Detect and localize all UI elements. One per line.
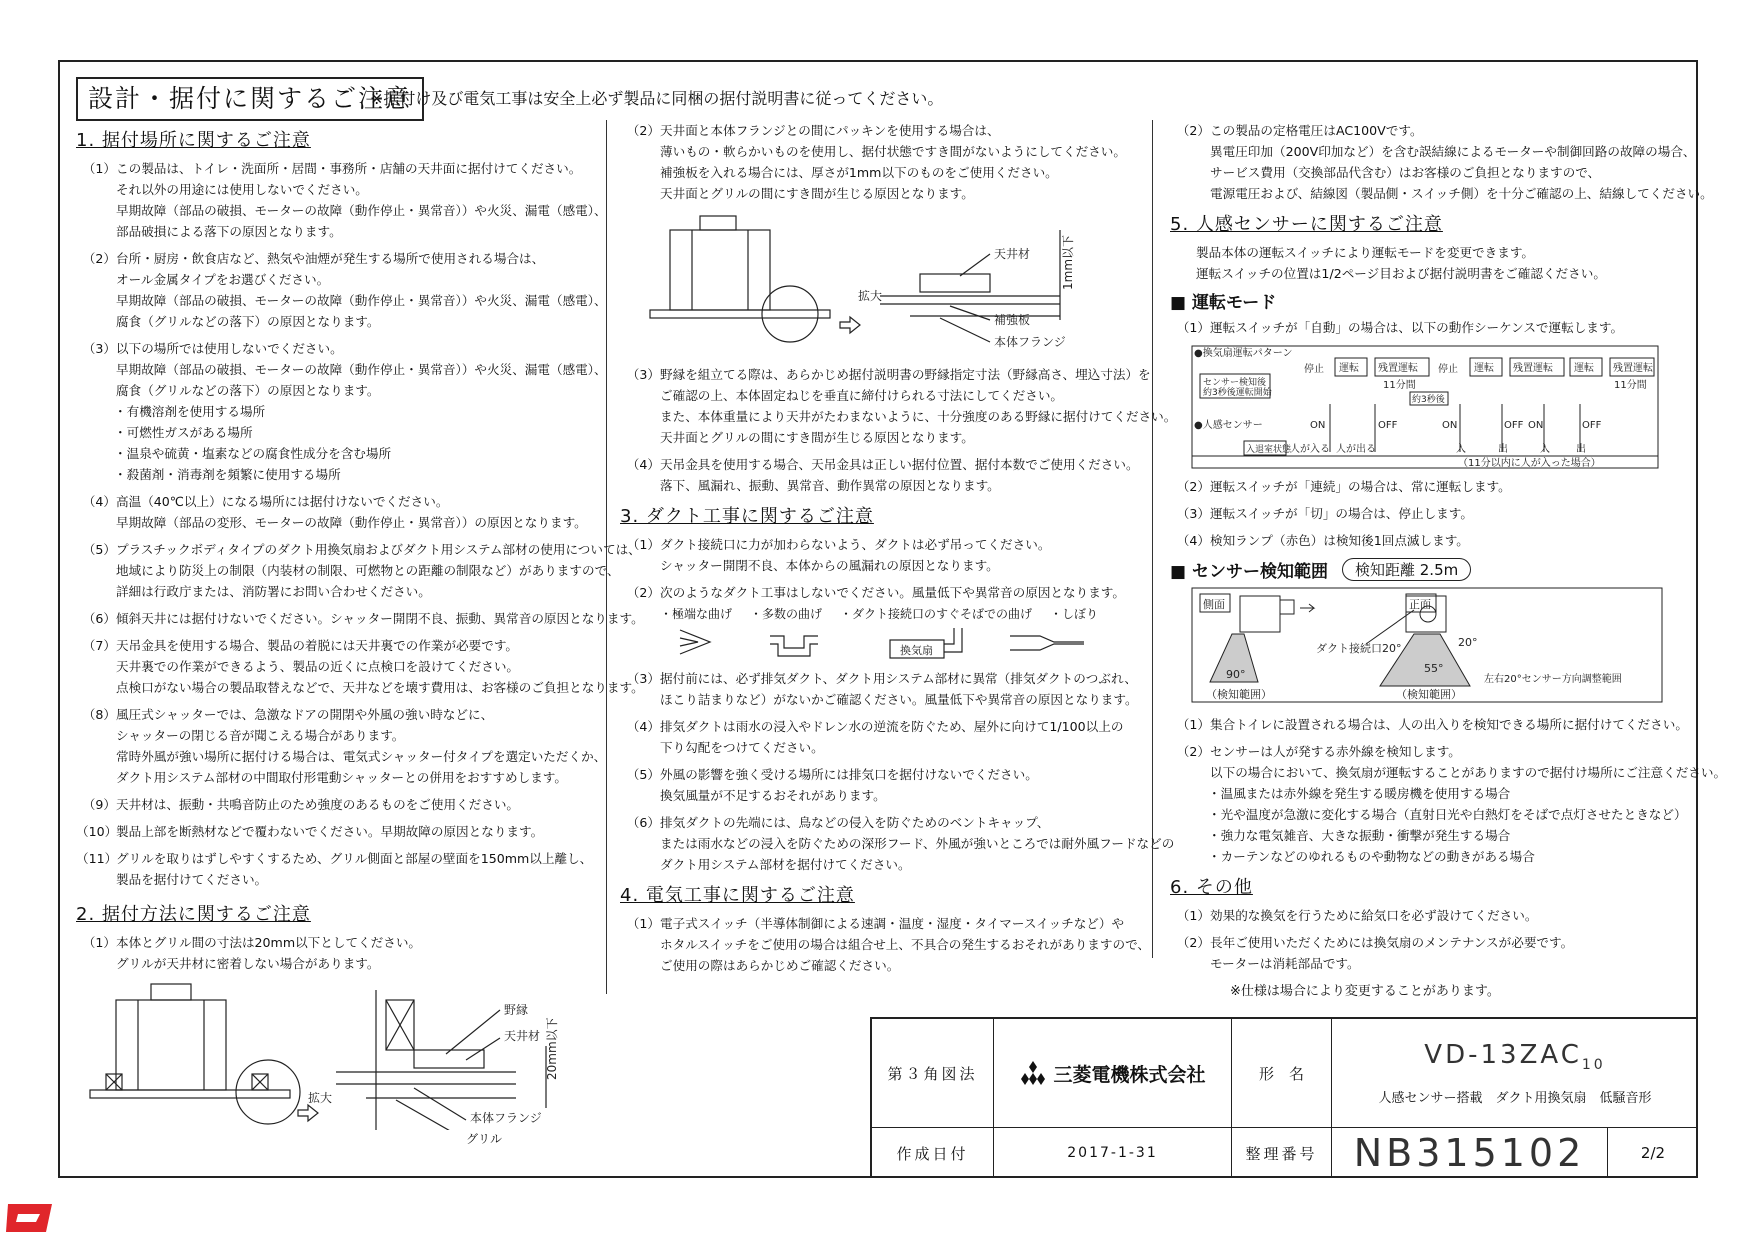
list-item	[620, 812, 1175, 875]
item-text: 運転スイッチが「連続」の場合は、常に運転します。	[1210, 479, 1511, 494]
mounting-figure-1	[76, 980, 596, 1130]
timing-run-3: 運転	[1574, 363, 1594, 374]
item-text: 製品上部を断熱材などで覆わないでください。早期故障の原因となります。	[116, 824, 544, 839]
list-item	[76, 491, 604, 533]
item-text: ご使用の際はあらかじめご確認ください。	[660, 958, 900, 973]
item-text: 傾斜天井には据付けないでください。シャッター開閉不良、振動、異常音の原因となります。	[116, 611, 644, 626]
timing-residual-3: 残置運転	[1613, 363, 1653, 374]
section-5-title: 5. 人感センサーに関するご注意	[1170, 214, 1443, 235]
column-3	[1170, 120, 1727, 999]
duct-label-multi: ・多数の曲げ	[750, 607, 823, 621]
list-item	[1170, 932, 1670, 974]
item-text: 天井面とグリルの間にすき間が生じる原因となります。	[660, 186, 974, 201]
list-item	[76, 338, 607, 485]
range-adjust: 左右20°センサー方向調整範囲	[1484, 674, 1622, 685]
list-item	[1170, 905, 1670, 926]
item-text: また、本体重量により天井がたわまないように、十分強度のある野縁に据付けてください。	[660, 409, 1177, 424]
model-cell	[1332, 1019, 1698, 1127]
item-text: 天井裏での作業ができるよう、製品の近くに点検口を設けてください。	[116, 659, 519, 674]
item-text: 外風の影響を強く受ける場所には排気口を据付けないでください。	[660, 767, 1038, 782]
range-deg20b: 20°	[1458, 636, 1478, 649]
timing-room: 入退室状態	[1246, 445, 1292, 455]
section-1-title: 1. 据付場所に関するご注意	[76, 130, 311, 151]
item-text: 天吊金具を使用する場合、天吊金具は正しい据付位置、据付本数でご使用ください。	[660, 457, 1139, 472]
corner-logo-icon	[4, 1200, 58, 1236]
item-number: （4）	[626, 457, 660, 472]
list-item	[76, 158, 607, 242]
section-4-title: 4. 電気工事に関するご注意	[620, 885, 855, 906]
duct-label-narrow: ・しぼり	[1050, 607, 1099, 621]
mode-title: ■ 運転モード	[1170, 293, 1277, 313]
item-text: 点検口がない場合の製品取替えなどで、天井などを壊す費用は、お客様のご負担となります。	[116, 680, 644, 695]
item-text: 以下の場合において、換気扇が運転することがありますので据付け場所にご注意ください。	[1210, 765, 1727, 780]
range-title: ■ センサー検知範囲	[1170, 562, 1328, 582]
section-3-items-b	[620, 668, 1175, 875]
item-text: この製品は、トイレ・洗面所・居間・事務所・店舗の天井面に据付けてください。	[116, 161, 582, 176]
list-item	[620, 668, 1138, 710]
item-number: （5）	[626, 767, 660, 782]
item-text: 以下の場所では使用しないでください。	[116, 341, 343, 356]
item-text: 早期故障（部品の破損、モーターの故障（動作停止・異常音））や火災、漏電（感電）、	[116, 293, 607, 308]
item-number: （3）	[1176, 506, 1210, 521]
packing-items	[620, 120, 1126, 204]
item-text: 本体とグリル間の寸法は20mm以下としてください。	[116, 935, 422, 950]
item-number: （11）	[76, 851, 118, 866]
timing-out-2: 出	[1576, 444, 1586, 455]
item-text: 換気風量が不足するおそれがあります。	[660, 788, 886, 803]
item-text: グリルを取りはずしやすくするため、グリル側面と部屋の壁面を150mm以上離し、	[116, 851, 593, 866]
item-number: （3）	[626, 671, 660, 686]
timing-startup: センサー検知後	[1203, 378, 1267, 388]
range-items	[1170, 714, 1727, 867]
item-text: 補強板を入れる場合には、厚さが1mm以下のものをご使用ください。	[660, 165, 1058, 180]
drawing-sheet	[58, 60, 1727, 1178]
item-number: （2）	[1176, 935, 1210, 950]
item-text: 腐食（グリルなどの落下）の原因となります。	[116, 314, 380, 329]
date-value: 2017-1-31	[994, 1128, 1232, 1178]
sensor-intro-1: 製品本体の運転スイッチにより運転モードを変更できます。	[1196, 245, 1535, 260]
list-item	[1170, 120, 1713, 204]
list-item	[620, 534, 1108, 576]
item-text: 検知ランプ（赤色）は検知後1回点滅します。	[1210, 533, 1469, 548]
timing-run-2: 運転	[1474, 363, 1494, 374]
grille-label: グリル	[466, 1132, 503, 1146]
range-figure	[1170, 586, 1670, 704]
item-text: ほこり詰まりなど）がないかご確認ください。風量低下や異常音の原因となります。	[660, 692, 1138, 707]
flange-label-2: 本体フランジ	[994, 335, 1066, 349]
section-3-items-a	[620, 534, 1125, 603]
bullet-item: ・ カーテンなどのゆれるものや動物などの動きがある場合	[1170, 846, 1670, 867]
three-diamonds-logo-icon	[1019, 1061, 1047, 1085]
timing-on-3: ON	[1528, 420, 1544, 431]
list-item	[76, 848, 604, 890]
item-number: （1）	[1176, 908, 1210, 923]
timing-off-3: OFF	[1582, 420, 1602, 431]
timing-diagram	[1170, 344, 1670, 472]
item-text: 早期故障（部品の破損、モーターの故障（動作停止・異常音））や火災、漏電（感電）、	[116, 362, 607, 377]
company-name: 三菱電機株式会社	[1053, 1063, 1206, 1086]
timing-in-2: 入	[1540, 444, 1550, 455]
item-text: 高温（40℃以上）になる場所には据付けないでください。	[116, 494, 449, 509]
item-text: 運転スイッチが「自動」の場合は、以下の動作シーケンスで運転します。	[1210, 320, 1624, 335]
range-side: 側面	[1203, 598, 1225, 611]
timing-residual-1: 残置運転	[1378, 363, 1418, 374]
list-item	[620, 120, 1126, 204]
timing-note: （11分以内に人が入った場合）	[1458, 458, 1601, 469]
item-text: サービス費用（交換部品代含む）はお客様のご負担となりますので、	[1210, 165, 1601, 180]
bullet-item: ・ 可燃性ガスがある場所	[76, 422, 604, 443]
item-text: 早期故障（部品の破損、モーターの故障（動作停止・異常音））や火災、漏電（感電）、	[116, 203, 607, 218]
bullet-item: ・ 温泉や硫黄・塩素などの腐食性成分を含む場所	[76, 443, 604, 464]
range-title-row	[1170, 557, 1670, 582]
item-text: 天井面とグリルの間にすき間が生じる原因となります。	[660, 430, 974, 445]
item-text: 薄いもの・軟らかいものを使用し、据付状態ですき間がないようにしてください。	[660, 144, 1126, 159]
bullet-item: ・ 光や温度が急激に変化する場合（直射日光や白熱灯をそばで点灯させたときなど）	[1170, 804, 1670, 825]
section-2-title: 2. 据付方法に関するご注意	[76, 904, 311, 925]
item-number: （5）	[82, 542, 116, 557]
item-text: 天井面と本体フランジとの間にパッキンを使用する場合は、	[660, 123, 1000, 138]
item-text: プラスチックボディタイプのダクト用換気扇およびダクト用システム部材の使用については、	[116, 542, 641, 557]
sensor-intro-2: 運転スイッチの位置は1/2ページ目および据付説明書をご確認ください。	[1196, 266, 1606, 281]
item-text: 据付前には、必ず排気ダクト、ダクト用システム部材に異常（排気ダクトのつぶれ、	[660, 671, 1137, 686]
title-block	[870, 1017, 1698, 1178]
section-4-items-b	[1170, 120, 1713, 204]
list-item	[1170, 530, 1670, 551]
mode-items-a	[1170, 317, 1670, 338]
item-text: 落下、風漏れ、振動、異常音、動作異常の原因となります。	[660, 478, 1000, 493]
timing-leave: 人が出る	[1336, 444, 1376, 455]
item-text: 電源電圧および、結線図（製品側・スイッチ側）を十分ご確認の上、結線してください。	[1210, 186, 1713, 201]
page-title: 設計・据付に関するご注意	[76, 77, 424, 121]
list-item	[1170, 503, 1670, 524]
item-text: オール金属タイプをお選びください。	[116, 272, 330, 287]
item-text: 排気ダクトは雨水の浸入やドレン水の逆流を防ぐため、屋外に向けて1/100以上の	[660, 719, 1124, 734]
item-text: 次のようなダクト工事はしないでください。風量低下や異常音の原因となります。	[660, 585, 1125, 600]
dim-label-1mm: 1mm以下	[1061, 234, 1075, 290]
joist-items	[620, 364, 1177, 496]
item-text: 野縁を組立てる際は、あらかじめ据付説明書の野縁指定寸法（野縁高さ、埋込寸法）を	[660, 367, 1151, 382]
item-number: （2）	[82, 251, 116, 266]
tenjozai-label-2: 天井材	[994, 247, 1031, 261]
timing-sensor-label: ●人感センサー	[1194, 420, 1263, 431]
timing-on-2: ON	[1442, 420, 1458, 431]
item-number: （2）	[1176, 744, 1210, 759]
list-item	[1170, 741, 1727, 867]
item-number: （4）	[82, 494, 116, 509]
duct-label-sharp: ・極端な曲げ	[660, 607, 733, 621]
item-text: 常時外風が強い場所に据付ける場合は、電気式シャッター付タイプを選定いただくか、	[116, 749, 607, 764]
item-text: 台所・厨房・飲食店など、熱気や油煙が発生する場所で使用される場合は、	[116, 251, 545, 266]
enlarge-label-2: 拡大	[858, 289, 883, 303]
section-6-items	[1170, 905, 1670, 974]
item-text: シャッターの閉じる音が聞こえる場合があります。	[116, 728, 405, 743]
model-label: 形 名	[1232, 1019, 1332, 1127]
item-text: 排気ダクトの先端には、鳥などの侵入を防ぐためのベントキャップ、	[660, 815, 1050, 830]
list-item	[620, 454, 1139, 496]
range-deg90: 90°	[1226, 668, 1246, 681]
item-text: 長年ご使用いただくためには換気扇のメンテナンスが必要です。	[1210, 935, 1574, 950]
item-text: ダクト用システム部材を据付けてください。	[660, 857, 911, 872]
list-item	[76, 539, 641, 602]
timing-in-1: 入	[1456, 444, 1466, 455]
item-text: 地域により防災上の制限（内装材の制限、可燃物との距離の制限など）がありますので、	[116, 563, 620, 578]
section-2-items	[76, 932, 604, 974]
nobuchi-label: 野縁	[504, 1003, 529, 1017]
item-text: 腐食（グリルなどの落下）の原因となります。	[116, 383, 380, 398]
item-number: （1）	[82, 161, 116, 176]
tenjozai-label-1: 天井材	[504, 1029, 541, 1043]
list-item	[1170, 317, 1670, 338]
timing-enter: 人が入る	[1290, 444, 1330, 455]
bullet-item: ・ 強力な電気雑音、大きな振動・衝撃が発生する場合	[1170, 825, 1670, 846]
hokyo-label: 補強板	[994, 313, 1031, 327]
item-text: 異電圧印加（200V印加など）を含む誤結線によるモーターや制御回路の故障の場合、	[1210, 144, 1696, 159]
timing-stop-1: 停止	[1304, 364, 1324, 375]
item-number: （6）	[626, 815, 660, 830]
section-3-title: 3. ダクト工事に関するご注意	[620, 506, 874, 527]
list-item	[76, 821, 604, 842]
item-text: 集合トイレに設置される場合は、人の出入りを検知できる場所に据付けてください。	[1210, 717, 1688, 732]
item-text: 効果的な換気を行うために給気口を必ず設けてください。	[1210, 908, 1538, 923]
list-item	[620, 582, 1125, 603]
item-number: （2）	[626, 123, 660, 138]
projection-label: 第３角図法	[872, 1019, 994, 1127]
list-item	[1170, 714, 1688, 735]
column-2	[620, 120, 1177, 982]
item-number: （2）	[1176, 479, 1210, 494]
list-item	[76, 704, 607, 788]
model-description: 人感センサー搭載 ダクト用換気扇 低騒音形	[1378, 1091, 1652, 1107]
timing-run-1: 運転	[1339, 363, 1359, 374]
item-text: ダクト接続口に力が加わらないよう、ダクトは必ず吊ってください。	[660, 537, 1051, 552]
item-text: または雨水などの浸入を防ぐための深形フード、外風が強いところでは耐外風フードなどの	[660, 836, 1175, 851]
item-number: （1）	[1176, 320, 1210, 335]
timing-fan-label: ●換気扇運転パターン	[1194, 348, 1293, 359]
spec-note: ※仕様は場合により変更することがあります。	[1230, 984, 1500, 999]
range-deg20a: 20°	[1382, 642, 1402, 655]
company-cell	[994, 1019, 1232, 1127]
range-label-2: （検知範囲）	[1396, 688, 1462, 701]
list-item	[76, 932, 604, 974]
ref-number: NB315102	[1332, 1128, 1608, 1178]
list-item	[620, 716, 1124, 758]
timing-approx3: 約3秒後	[1412, 395, 1445, 405]
range-front: 正面	[1409, 598, 1431, 611]
item-text: 早期故障（部品の変形、モーターの故障（動作停止・異常音））の原因となります。	[116, 515, 587, 530]
bullet-item: ・ 温風または赤外線を発生する暖房機を使用する場合	[1170, 783, 1670, 804]
item-text: 製品を据付けてください。	[116, 872, 268, 887]
model-number: $VD-13ZAC_{10}$	[1424, 1039, 1606, 1074]
item-text: ダクト用システム部材の中間取付形電動シャッターとの併用をおすすめします。	[116, 770, 567, 785]
item-text: ホタルスイッチをご使用の場合は組合せ上、不具合の発生するおそれがありますので、	[660, 937, 1151, 952]
section-6-title: 6. その他	[1170, 877, 1253, 898]
item-text: 天吊金具を使用する場合、製品の着脱には天井裏での作業が必要です。	[116, 638, 518, 653]
timing-eleven-2: 11分間	[1614, 380, 1647, 391]
duct-fan-label: 換気扇	[900, 644, 933, 657]
list-item	[76, 794, 604, 815]
timing-on-1: ON	[1310, 420, 1326, 431]
item-text: ご確認の上、本体固定ねじを垂直に締付けられる寸法にしてください。	[660, 388, 1063, 403]
timing-residual-2: 残置運転	[1513, 363, 1553, 374]
item-text: 電子式スイッチ（半導体制御による速調・温度・湿度・タイマースイッチなど）や	[660, 916, 1125, 931]
packing-figure	[620, 210, 1100, 360]
range-badge: 検知距離 2.5m	[1342, 558, 1471, 581]
item-text: この製品の定格電圧はAC100Vです。	[1210, 123, 1423, 138]
item-number: （2）	[626, 585, 660, 600]
duct-figure	[620, 622, 1100, 664]
item-number: （4）	[626, 719, 660, 734]
ref-label: 整理番号	[1232, 1128, 1332, 1178]
item-number: （7）	[82, 638, 116, 653]
column-1	[76, 120, 644, 1146]
range-duct: ダクト接続口	[1316, 642, 1382, 655]
flange-label-1: 本体フランジ	[470, 1111, 542, 1125]
timing-stop-2: 停止	[1438, 364, 1458, 375]
item-number: （1）	[82, 935, 116, 950]
item-number: （3）	[82, 341, 116, 356]
list-item	[620, 364, 1177, 448]
dim-label-20mm: 20mm以下	[545, 1017, 559, 1080]
timing-out-1: 出	[1498, 444, 1508, 455]
item-number: （3）	[626, 367, 660, 382]
item-text: 運転スイッチが「切」の場合は、停止します。	[1210, 506, 1473, 521]
range-deg55: 55°	[1424, 662, 1444, 675]
item-number: （9）	[82, 797, 116, 812]
item-text: センサーは人が発する赤外線を検知します。	[1210, 744, 1461, 759]
timing-off-2: OFF	[1504, 420, 1524, 431]
section-4-items-a	[620, 913, 1151, 976]
duct-bad-examples	[620, 605, 1108, 622]
item-text: それ以外の用途には使用しないでください。	[116, 182, 368, 197]
list-item	[620, 913, 1151, 976]
page-number: 2/2	[1640, 1144, 1666, 1162]
range-label-1: （検知範囲）	[1206, 688, 1272, 701]
list-item	[76, 248, 607, 332]
timing-startup2: 約3秒後運転開始	[1203, 388, 1272, 398]
item-number: （1）	[1176, 717, 1210, 732]
item-text: 下り勾配をつけてください。	[660, 740, 824, 755]
safety-notice: ※据付け及び電気工事は安全上必ず製品に同梱の据付説明書に従ってください。	[370, 89, 944, 108]
duct-label-near: ・ダクト接続口のすぐそばでの曲げ	[840, 607, 1033, 621]
item-number: （10）	[76, 824, 118, 839]
item-number: （8）	[82, 707, 116, 722]
timing-off-1: OFF	[1378, 420, 1398, 431]
list-item	[1170, 476, 1670, 497]
item-number: （6）	[82, 611, 116, 626]
date-label: 作成日付	[872, 1128, 994, 1178]
item-text: 天井材は、振動・共鳴音防止のため強度のあるものをご使用ください。	[116, 797, 519, 812]
timing-eleven-1: 11分間	[1383, 380, 1416, 391]
section-1-items	[76, 158, 644, 890]
item-text: グリルが天井材に密着しない場合があります。	[116, 956, 380, 971]
bullet-item: ・ 殺菌剤・消毒剤を頻繁に使用する場所	[76, 464, 604, 485]
item-text: シャッター開閉不良、本体からの風漏れの原因となります。	[660, 558, 999, 573]
list-item	[76, 635, 644, 698]
item-text: 部品破損による落下の原因となります。	[116, 224, 342, 239]
mode-items-b	[1170, 476, 1670, 551]
list-item	[620, 764, 1108, 806]
list-item	[76, 608, 644, 629]
item-text: 風圧式シャッターでは、急激なドアの開閉や外風の強い時などに、	[116, 707, 494, 722]
item-number: （1）	[626, 537, 660, 552]
item-text: モーターは消耗部品です。	[1210, 956, 1360, 971]
item-number: （2）	[1176, 123, 1210, 138]
item-number: （1）	[626, 916, 660, 931]
item-text: 詳細は行政庁または、消防署にお問い合わせください。	[116, 584, 431, 599]
enlarge-label-1: 拡大	[308, 1091, 333, 1105]
bullet-item: ・ 有機溶剤を使用する場所	[76, 401, 604, 422]
item-number: （4）	[1176, 533, 1210, 548]
